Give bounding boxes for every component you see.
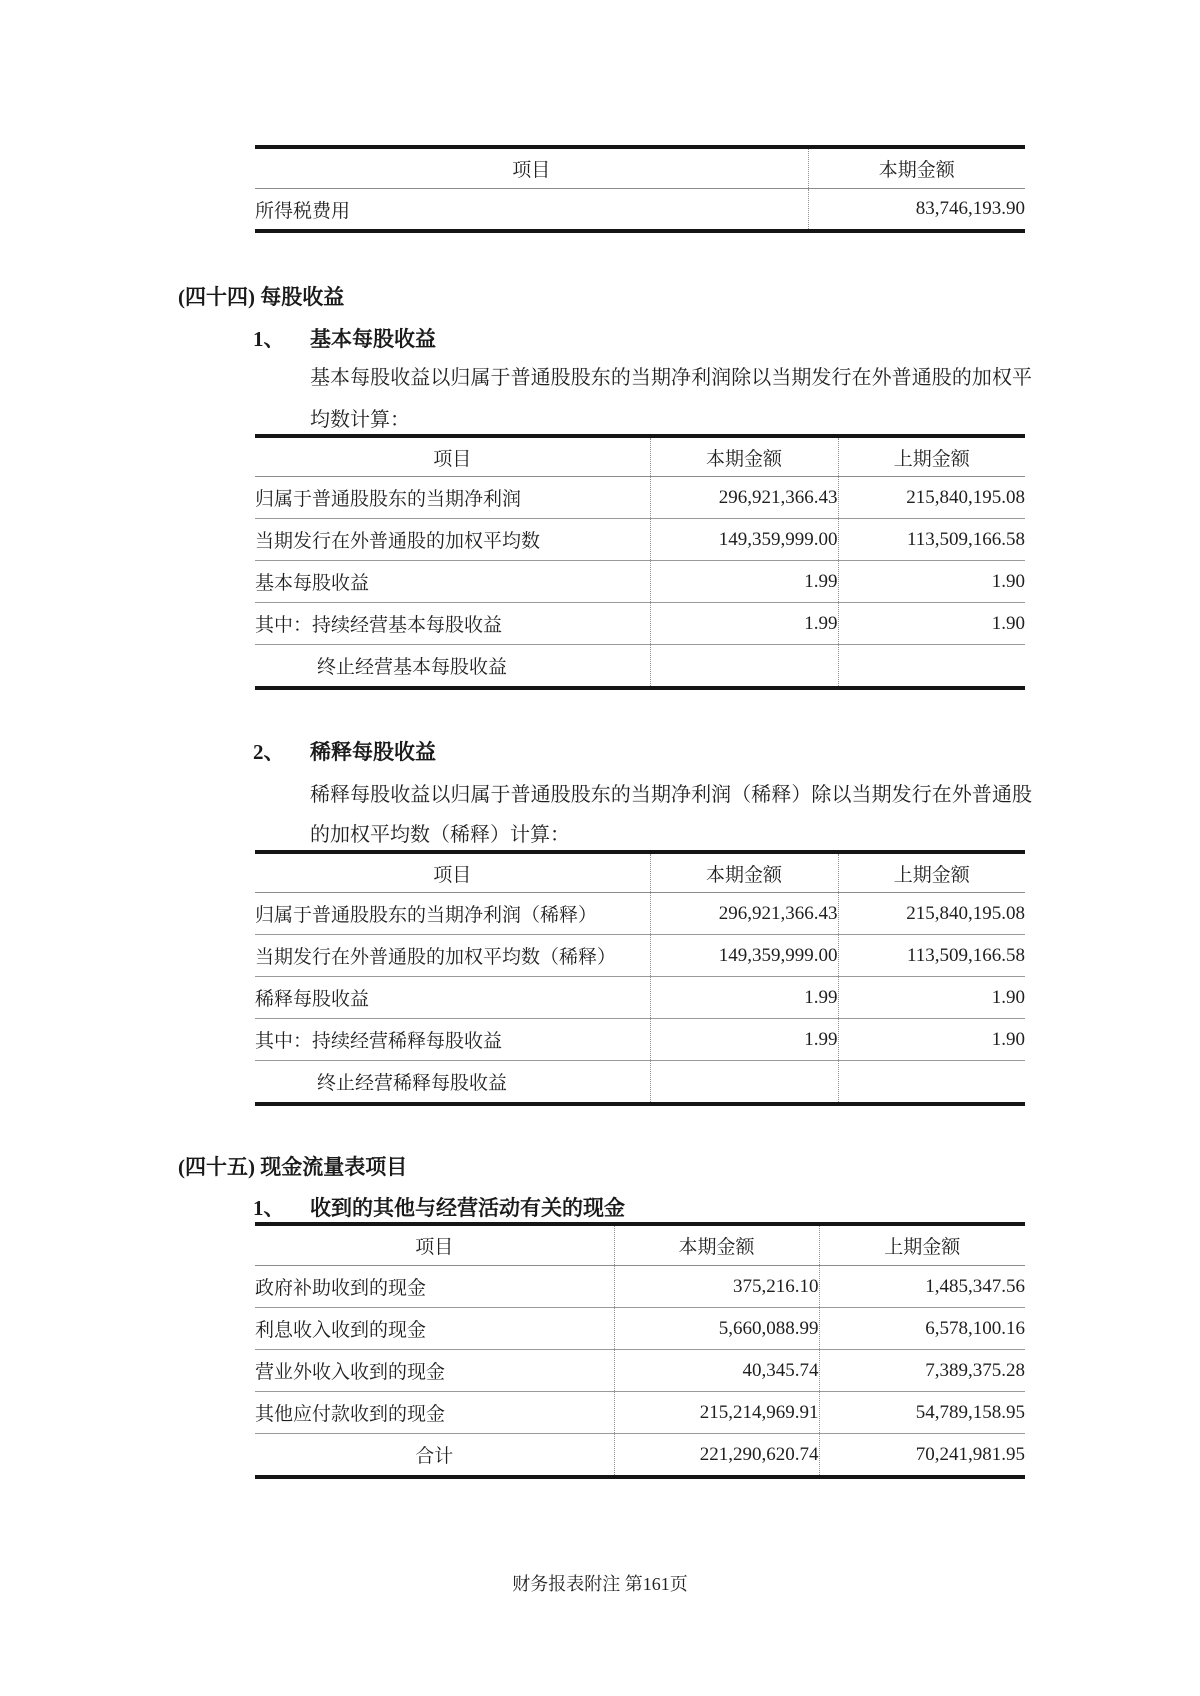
column-header-current: 本期金额 [650,436,838,477]
column-header-prior: 上期金额 [838,852,1025,893]
table-row [255,645,1025,689]
diluted-eps-table [255,850,1025,1106]
row-label: 基本每股收益 [255,561,650,603]
row-value [650,1061,838,1105]
table-header-row [255,1224,1025,1266]
row-label: 营业外收入收到的现金 [255,1350,614,1392]
column-header-item: 项目 [255,147,808,189]
row-label: 合计 [415,1446,454,1467]
row-value: 40,345.74 [614,1350,819,1392]
row-label: 归属于普通股股东的当期净利润（稀释） [255,893,650,935]
table-row [255,1350,1025,1392]
subsection-number: 1、 [253,327,285,351]
row-value: 215,840,195.08 [838,477,1025,519]
row-value: 1.90 [838,1019,1025,1061]
column-header-current: 本期金额 [614,1224,819,1266]
row-label: 当期发行在外普通股的加权平均数（稀释） [255,935,650,977]
row-label: 政府补助收到的现金 [255,1266,614,1308]
row-value: 1.90 [838,603,1025,645]
row-value: 6,578,100.16 [819,1308,1025,1350]
row-value: 1.99 [650,977,838,1019]
row-value [650,645,838,689]
row-value: 296,921,366.43 [650,893,838,935]
subsection-diluted-eps-heading [253,739,436,765]
column-header-prior: 上期金额 [838,436,1025,477]
section-44-heading: (四十四) 每股收益 [178,285,345,309]
row-value: 1.99 [650,603,838,645]
row-label: 终止经营稀释每股收益 [317,1073,508,1094]
row-value: 1,485,347.56 [819,1266,1025,1308]
basic-eps-paragraph: 基本每股收益以归属于普通股股东的当期净利润除以当期发行在外普通股的加权平均数计算： [310,367,1032,431]
subsection-number: 1、 [253,1196,285,1220]
row-label: 归属于普通股股东的当期净利润 [255,477,650,519]
column-header-prior: 上期金额 [819,1224,1025,1266]
column-header-current: 本期金额 [650,852,838,893]
row-value: 70,241,981.95 [819,1434,1025,1478]
table-header-row [255,147,1025,189]
table-row [255,893,1025,935]
subsection-number: 2、 [253,740,285,764]
income-tax-table [255,145,1025,233]
row-value [838,645,1025,689]
row-label: 所得税费用 [255,200,351,222]
row-value: 375,216.10 [614,1266,819,1308]
table-row [255,1266,1025,1308]
table-row [255,519,1025,561]
table-row [255,1061,1025,1105]
row-value: 215,214,969.91 [614,1392,819,1434]
row-label: 其中：持续经营稀释每股收益 [255,1019,650,1061]
row-value: 221,290,620.74 [614,1434,819,1478]
section-45-heading: (四十五) 现金流量表项目 [178,1155,408,1179]
table-row [255,477,1025,519]
row-value: 1.99 [650,1019,838,1061]
page-footer: 财务报表附注 第161页 [512,1574,688,1594]
table-row [255,1308,1025,1350]
table-row [255,1392,1025,1434]
row-value [838,1061,1025,1105]
row-label: 利息收入收到的现金 [255,1308,614,1350]
row-value: 7,389,375.28 [819,1350,1025,1392]
column-header-item: 项目 [255,436,650,477]
table-row [255,1019,1025,1061]
row-value: 83,746,193.90 [808,189,1025,232]
row-value: 1.90 [838,561,1025,603]
table-header-row [255,436,1025,477]
subsection-title: 稀释每股收益 [310,740,436,764]
column-header-current: 本期金额 [808,147,1025,189]
row-value: 54,789,158.95 [819,1392,1025,1434]
row-value: 215,840,195.08 [838,893,1025,935]
table-row [255,935,1025,977]
row-value: 149,359,999.00 [650,519,838,561]
row-label: 当期发行在外普通股的加权平均数 [255,519,650,561]
row-label: 稀释每股收益 [255,977,650,1019]
row-value: 1.99 [650,561,838,603]
basic-eps-table [255,434,1025,690]
subsection-cash-heading [253,1195,625,1221]
table-header-row [255,852,1025,893]
subsection-title: 收到的其他与经营活动有关的现金 [310,1196,625,1220]
row-label: 终止经营基本每股收益 [317,657,508,678]
row-value: 149,359,999.00 [650,935,838,977]
table-row [255,561,1025,603]
column-header-item: 项目 [255,852,650,893]
subsection-title: 基本每股收益 [310,327,436,351]
diluted-eps-paragraph: 稀释每股收益以归属于普通股股东的当期净利润（稀释）除以当期发行在外普通股的加权平均数（稀释）计算： [310,784,1032,846]
row-value: 113,509,166.58 [838,519,1025,561]
column-header-item: 项目 [255,1224,614,1266]
table-row [255,189,1025,232]
row-label: 其中：持续经营基本每股收益 [255,603,650,645]
table-row [255,1434,1025,1478]
cash-other-operating-table [255,1222,1025,1479]
row-value: 1.90 [838,977,1025,1019]
row-value: 113,509,166.58 [838,935,1025,977]
row-value: 5,660,088.99 [614,1308,819,1350]
table-row [255,603,1025,645]
subsection-basic-eps-heading [253,326,436,352]
row-label: 其他应付款收到的现金 [255,1392,614,1434]
table-row [255,977,1025,1019]
row-value: 296,921,366.43 [650,477,838,519]
